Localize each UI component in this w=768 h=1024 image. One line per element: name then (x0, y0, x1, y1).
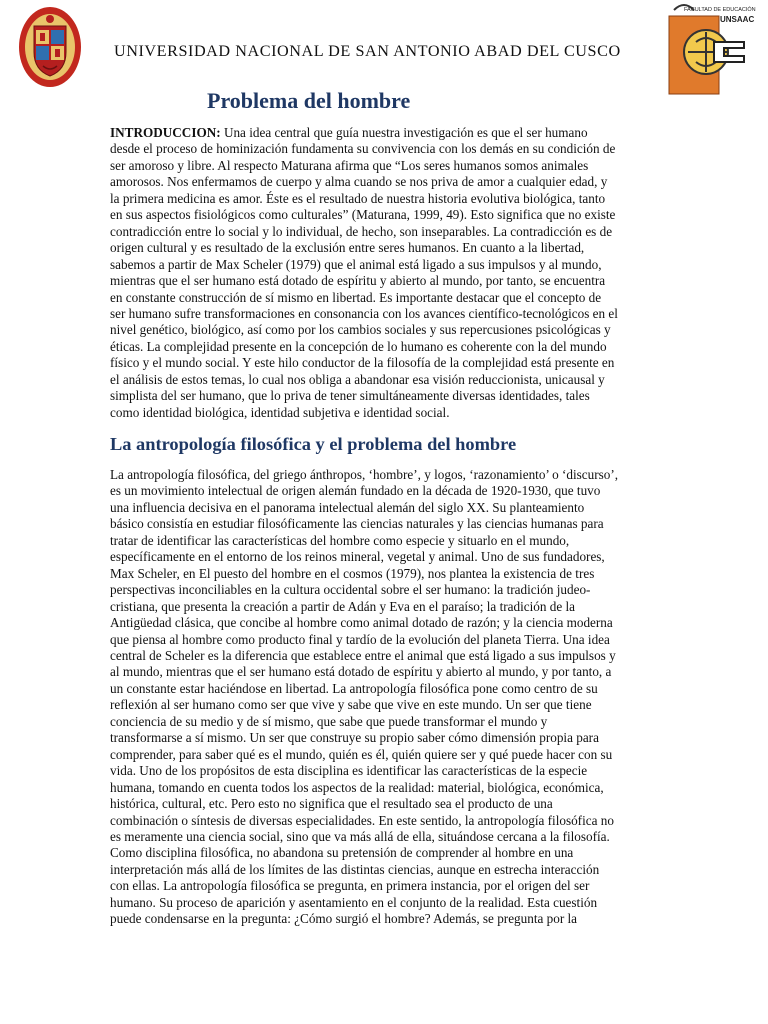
intro-line: la primera medicina es amor. Éste es el resultado de nuestra historia evolutiva biológica, tanto (110, 190, 606, 206)
intro-line: éticas. La complejidad presente en la concepción de lo humano es coherente con la del mundo (110, 338, 607, 354)
university-crest-logo (18, 6, 82, 88)
section-line: Max Scheler, en El puesto del hombre en el cosmos (1979), nos plantea la existencia de tres (110, 565, 595, 581)
section-line: transformarse a sí mismo. Un ser que construye su propio saber cómo dimensión propia para (110, 730, 599, 746)
intro-line: mientras que el ser humano está dotado de espíritu y abierto al mundo, por tanto, se encuentra (110, 273, 606, 289)
intro-line: nivel genético, biológico, así como por los cambios sociales y sus repercusiones psicológicas y (110, 322, 611, 338)
introduction-paragraph (110, 125, 656, 421)
document-title: Problema del hombre (207, 88, 411, 113)
section-heading: La antropología filosófica y el problema del hombre (110, 434, 517, 454)
intro-line: ser amoroso y libre. Al respecto Maturana afirma que “Los seres humanos somos animales (110, 157, 589, 173)
intro-line: amorosos. Nos enfermamos de cuerpo y alma cuando se nos priva de amor a cualquier edad, y (110, 174, 608, 190)
section-line: tratar de identificar las características del hombre como especie y situarlo en el mundo, (110, 532, 570, 548)
section-line: básico consistía en estudiar filosóficamente las ciencias naturales y las ciencias humanas para (110, 516, 604, 532)
section-line: perspectivas inconciliables en la cultura occidental sobre el ser humano: la tradición judeo- (110, 582, 591, 598)
intro-line: ser humano sufre transformaciones en consonancia con los avances científico-tecnológicos en el (110, 305, 618, 321)
intro-line: físico y el mundo social. Y este hilo conductor de la filosofía de la complejidad está presente en (110, 355, 615, 371)
section-line: central de Scheler es la diferencia que establece entre el animal que está ligado a sus impulsos y (110, 647, 616, 663)
intro-label: INTRODUCCION: (110, 125, 221, 140)
section-line: vida. Uno de los propósitos de esta disciplina es identificar las características de la especie (110, 763, 588, 779)
section-line: al mundo, mientras que el ser humano está dotado de espíritu y abierto al mundo, y por tanto, a (110, 664, 612, 680)
section-line: cristiana, que presenta la creación a partir de Adán y Eva en el paraíso; la tradición de la (110, 598, 576, 614)
section-line: conciencia de su medio y de sí mismo, que sabe que puede transformar el mundo y (110, 713, 548, 729)
section-line: es meramente una ciencia social, sino que va más allá de ella, situándose cercana a la filosofía. (110, 828, 610, 844)
intro-line: simplista del ser humano, que lo priva de tener simultáneamente diversas identidades, tales (110, 388, 590, 404)
section-paragraph (110, 467, 656, 928)
section-line: combinación o síntesis de diversas especialidades. En este sentido, la antropología filosófica no (110, 812, 614, 828)
intro-line: como identidad biológica, identidad subjetiva e identidad social. (110, 404, 450, 420)
intro-line: sabemos a partir de Max Scheler (1979) que el animal está ligado a sus impulsos y al mundo, (110, 256, 602, 272)
unsaac-caption: UNSAAC (720, 15, 755, 24)
section-line: Como disciplina filosófica, no abandona su pretensión de comprender al hombre en una (110, 845, 574, 861)
intro-line: en constante construcción de sí mismo en libertad. Es importante destacar que el concepto de (110, 289, 602, 305)
section-line: comprender, para saber qué es el mundo, quién es él, quién quiere ser y qué puede hacer con su (110, 746, 613, 762)
section-line: que piensa al hombre como producto final y tardío de la evolución del planeta Tierra. Una idea (110, 631, 610, 647)
section-line: con ellas. La antropología filosófica se pregunta, en primera instancia, por el origen del ser (110, 878, 590, 894)
section-line: puede condensarse en la pregunta: ¿Cómo surgió el hombre? Además, se pregunta por la (110, 911, 578, 927)
faculty-logo (668, 2, 758, 98)
intro-line: origen cultural y es resultado de la exclusión entre seres humanos. En cuanto a la libertad, (110, 240, 585, 256)
university-name: UNIVERSIDAD NACIONAL DE SAN ANTONIO ABAD DEL CUSCO (114, 42, 621, 60)
section-line: específicamente en el entorno de los reinos mineral, vegetal y animal. Uno de sus fundadores, (110, 549, 605, 565)
section-line: histórica, cultural, etc. Pero esto no significa que el resultado sea el producto de una (110, 796, 553, 812)
section-line: un constante estar haciéndose en libertad. La antropología filosófica pone como centro de su (110, 680, 598, 696)
section-line: Antigüedad clásica, que concibe al hombre como animal dotado de razón; y la ciencia moderna (110, 615, 613, 631)
section-line: humana, tomando en cuenta todos los aspectos de la realidad: material, biológica, económica, (110, 779, 604, 795)
section-line: La antropología filosófica, del griego ánthropos, ‘hombre’, y logos, ‘razonamiento’ o ‘discurso’, (110, 467, 619, 482)
intro-line: contradicción entre lo social y lo individual, de hecho, son inseparables. La contradicción es de (110, 223, 613, 239)
intro-line: en sus aspectos fisiológicos como culturales” (Maturana, 1999, 49). Esto significa que no existe (110, 207, 616, 223)
section-line: interpretación más allá de los límites de las distintas ciencias, aunque en estrecha interacción (110, 861, 600, 877)
intro-line: el análisis de estos temas, lo cual nos obliga a abandonar esa visión reduccionista, unicausal y (110, 371, 605, 387)
section-line: humano. Su proceso de aparición y asentamiento en el conjunto de la realidad. Esta cuestión (110, 894, 598, 910)
section-line: una influencia decisiva en el panorama intelectual alemán del siglo XX. Su planteamiento (110, 499, 585, 515)
intro-line: desde el proceso de hominización fundamenta su convivencia con los demás en su condición de (110, 141, 616, 157)
section-line: reflexión al ser humano como ser que vive y sabe que vive en este mundo. Un ser que tiene (110, 697, 592, 713)
intro-line: INTRODUCCION: Una idea central que guía nuestra investigación es que el ser humano (110, 125, 588, 140)
section-line: es un movimiento intelectual de origen alemán fundado en la década de 1920-1930, que tuvo (110, 483, 601, 499)
faculty-caption: FACULTAD DE EDUCACIÓN (684, 7, 756, 13)
